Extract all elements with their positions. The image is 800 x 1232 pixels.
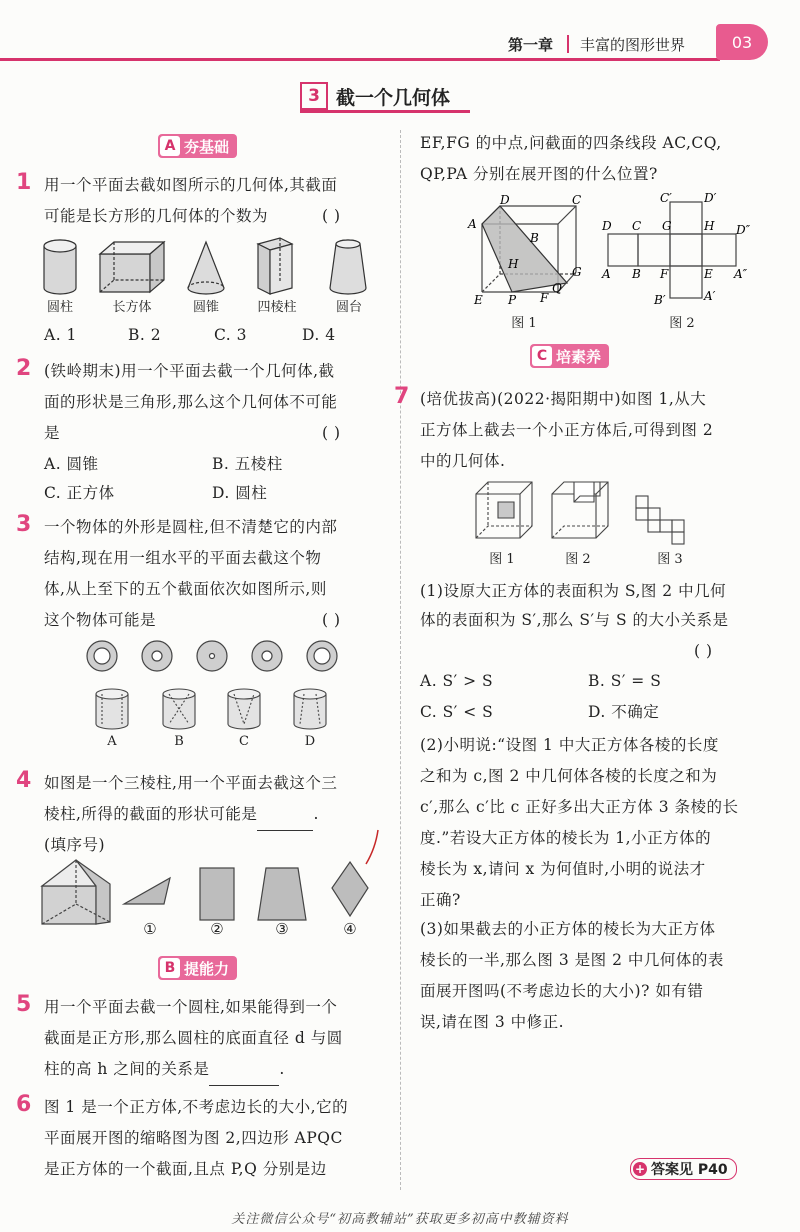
q7-part2-line: c′,那么 c′比 c 正好多出大正方体 3 条棱的长 bbox=[420, 798, 739, 816]
q2-text-line: 是 bbox=[44, 424, 61, 442]
q5-text-line: 截面是正方形,那么圆柱的底面直径 d 与圆 bbox=[44, 1029, 343, 1047]
q7-option-c: C. S′ < S bbox=[420, 703, 494, 721]
q1-text-line: 用一个平面去截如图所示的几何体,其截面 bbox=[44, 176, 338, 194]
figure-caption: 图 1 bbox=[511, 316, 537, 331]
q7-part1-line: 体的表面积为 S′,那么 S′与 S 的大小关系是 bbox=[420, 611, 729, 629]
q2-text-line: (铁岭期末)用一个平面去截一个几何体,截 bbox=[44, 362, 335, 380]
q7-part2-line: 正确? bbox=[420, 891, 461, 909]
q7-part2-line: 棱长为 x,请问 x 为何值时,小明的说法才 bbox=[420, 860, 706, 878]
net-label: B bbox=[632, 267, 641, 281]
option-label: C bbox=[239, 734, 249, 749]
shape-label: 圆锥 bbox=[192, 300, 219, 315]
q7-fig3-net bbox=[636, 496, 684, 544]
cone-shape bbox=[188, 242, 224, 294]
badge-label: 培素养 bbox=[556, 347, 602, 366]
badge-label: 提能力 bbox=[184, 959, 230, 978]
q6-text-line: 是正方体的一个截面,且点 P,Q 分别是边 bbox=[44, 1160, 327, 1178]
header-separator bbox=[567, 35, 569, 53]
q6-text-line: EF,FG 的中点,问截面的四条线段 AC,CQ, bbox=[420, 134, 722, 152]
question-number: 3 bbox=[16, 512, 32, 537]
answer-reference-text: 答案见 P40 bbox=[651, 1162, 728, 1178]
option-label: B bbox=[174, 734, 184, 749]
net-label: A′ bbox=[704, 289, 716, 303]
shape-label: 圆柱 bbox=[46, 300, 73, 315]
vertex-label: P bbox=[508, 293, 517, 307]
vertex-label: F bbox=[540, 291, 549, 305]
frustum-shape bbox=[330, 240, 366, 294]
section-quadrilateral bbox=[482, 206, 567, 292]
q6-text-line: 图 1 是一个正方体,不考虑边长的大小,它的 bbox=[44, 1098, 349, 1116]
vertex-label: C bbox=[572, 193, 582, 207]
net-label: C bbox=[632, 219, 642, 233]
q3-text-line: 这个物体可能是 bbox=[44, 611, 157, 629]
q7-figures bbox=[470, 478, 710, 548]
q7-fig2-solid bbox=[552, 482, 608, 538]
answer-reference[interactable] bbox=[630, 1158, 737, 1180]
q7-answer-paren: ( ) bbox=[694, 642, 713, 660]
q2-option-d: D. 圆柱 bbox=[212, 484, 268, 502]
net-label: C′ bbox=[660, 191, 672, 205]
footer-note: 关注微信公众号“初高教辅站”获取更多初高中教辅资料 bbox=[231, 1212, 569, 1227]
q7-fig1-cube bbox=[476, 482, 532, 538]
quad-prism-shape bbox=[258, 238, 292, 294]
chapter-label: 第一章 bbox=[508, 36, 554, 54]
net-label: D bbox=[602, 219, 612, 233]
q1-option-b: B. 2 bbox=[128, 326, 162, 344]
q7-part3-line: 棱长的一半,那么图 3 是图 2 中几何体的表 bbox=[420, 951, 724, 969]
q6-cube-figure bbox=[460, 194, 590, 309]
vertex-label: Q bbox=[552, 281, 562, 295]
net-label: D′ bbox=[704, 191, 717, 205]
badge-label: 夯基础 bbox=[184, 137, 230, 156]
page-number: 03 bbox=[716, 24, 768, 60]
question-number: 7 bbox=[394, 384, 410, 409]
q4-text-line: 如图是一个三棱柱,用一个平面去截这个三 bbox=[44, 774, 338, 792]
q3-text-line: 体,从上至下的五个截面依次如图所示,则 bbox=[44, 580, 327, 598]
net-label: E bbox=[704, 267, 713, 281]
badge-letter: B bbox=[160, 958, 180, 978]
option-b-cylinder bbox=[163, 689, 195, 729]
q7-part3-line: (3)如果截去的小正方体的棱长为大正方体 bbox=[420, 920, 716, 938]
option-d-cylinder bbox=[294, 689, 326, 729]
net-label: G bbox=[662, 219, 672, 233]
q5-answer-blank[interactable] bbox=[209, 1054, 279, 1086]
vertex-label: D bbox=[500, 193, 510, 207]
q6-net-figure bbox=[600, 191, 760, 309]
plus-icon: + bbox=[634, 1162, 646, 1176]
q7-part2-line: 度.”若设大正方体的棱长为 1,小正方体的 bbox=[420, 829, 712, 847]
shape-label: 四棱柱 bbox=[257, 300, 297, 315]
figure-caption: 图 3 bbox=[657, 552, 683, 567]
vertex-label: G bbox=[572, 265, 582, 279]
q4-text-line: (填序号) bbox=[44, 836, 106, 854]
q7-text-line: 正方体上截去一个小正方体后,可得到图 2 bbox=[420, 421, 714, 439]
shape-label: 长方体 bbox=[112, 300, 152, 315]
section-triangle bbox=[124, 878, 170, 904]
badge-literacy bbox=[530, 344, 609, 368]
triangular-prism bbox=[42, 860, 110, 924]
q1-text-line: 可能是长方形的几何体的个数为 bbox=[44, 207, 269, 225]
q2-text-line: 面的形状是三角形,那么这个几何体不可能 bbox=[44, 393, 338, 411]
section-title-text: 截一个几何体 bbox=[336, 86, 451, 109]
vertex-label: B bbox=[530, 231, 539, 245]
net-label: F bbox=[660, 267, 669, 281]
question-number: 2 bbox=[16, 356, 32, 381]
question-number: 4 bbox=[16, 768, 32, 793]
q7-part2-line: 之和为 c,图 2 中几何体各棱的长度之和为 bbox=[420, 767, 718, 785]
q1-answer-paren: ( ) bbox=[322, 207, 341, 225]
q5-period: . bbox=[279, 1060, 285, 1078]
figure-label: ② bbox=[210, 920, 224, 938]
question-number: 6 bbox=[16, 1092, 32, 1117]
net-label: A″ bbox=[734, 267, 748, 281]
q6-text-line: QP,PA 分别在展开图的什么位置? bbox=[420, 165, 658, 183]
cuboid-shape bbox=[100, 242, 164, 292]
shape-label: 圆台 bbox=[335, 300, 362, 315]
net-label: D″ bbox=[736, 223, 751, 237]
vertex-label: A bbox=[468, 217, 477, 231]
q4-text: 棱柱,所得的截面的形状可能是 bbox=[44, 805, 258, 823]
option-label: A bbox=[107, 734, 117, 749]
q4-period: . bbox=[313, 805, 319, 823]
q7-text-line: 中的几何体. bbox=[420, 452, 506, 470]
figure-caption: 图 2 bbox=[669, 316, 695, 331]
figure-label: ① bbox=[143, 920, 157, 938]
badge-letter: A bbox=[160, 136, 180, 156]
option-label: D bbox=[304, 734, 316, 749]
q2-option-c: C. 正方体 bbox=[44, 484, 115, 502]
section-rhombus bbox=[332, 862, 368, 916]
q7-option-b: B. S′ = S bbox=[588, 672, 662, 690]
option-a-cylinder bbox=[96, 689, 128, 729]
q7-part2-line: (2)小明说:“设图 1 中大正方体各棱的长度 bbox=[420, 736, 719, 754]
q1-option-a: A. 1 bbox=[44, 326, 77, 344]
chapter-title: 丰富的图形世界 bbox=[580, 36, 686, 54]
q1-option-c: C. 3 bbox=[214, 326, 248, 344]
section-title bbox=[300, 82, 450, 110]
q7-part1-line: (1)设原大正方体的表面积为 S,图 2 中几何 bbox=[420, 582, 727, 600]
q5-text-line: 用一个平面去截一个圆柱,如果能得到一个 bbox=[44, 998, 338, 1016]
q7-part3-line: 误,请在图 3 中修正. bbox=[420, 1013, 565, 1031]
vertex-label: H bbox=[508, 257, 519, 271]
badge-letter: C bbox=[532, 346, 552, 366]
badge-ability bbox=[158, 956, 237, 980]
figure-caption: 图 2 bbox=[565, 552, 591, 567]
badge-basic bbox=[158, 134, 237, 158]
q5-text: 柱的高 h 之间的关系是 bbox=[44, 1060, 210, 1078]
q7-text-line: (培优拔高)(2022·揭阳期中)如图 1,从大 bbox=[420, 390, 707, 408]
question-number: 5 bbox=[16, 992, 32, 1017]
q1-option-d: D. 4 bbox=[302, 326, 336, 344]
question-number: 1 bbox=[16, 170, 32, 195]
q2-answer-paren: ( ) bbox=[322, 424, 341, 442]
section-number: 3 bbox=[300, 82, 328, 110]
q3-text-line: 结构,现在用一组水平的平面去截这个物 bbox=[44, 549, 322, 567]
q2-option-a: A. 圆锥 bbox=[44, 455, 99, 473]
q3-text-line: 一个物体的外形是圆柱,但不清楚它的内部 bbox=[44, 518, 338, 536]
figure-label: ③ bbox=[275, 920, 289, 938]
q3-cross-sections-figure bbox=[0, 636, 400, 756]
figure-caption: 图 1 bbox=[489, 552, 515, 567]
net-label: H bbox=[704, 219, 715, 233]
figure-label: ④ bbox=[343, 920, 357, 938]
handwritten-mark bbox=[366, 830, 378, 864]
section-rectangle bbox=[200, 868, 234, 920]
section-trapezoid bbox=[258, 868, 306, 920]
net-label: B′ bbox=[654, 293, 666, 307]
q6-text-line: 平面展开图的缩略图为图 2,四边形 APQC bbox=[44, 1129, 343, 1147]
column-divider bbox=[400, 130, 401, 1190]
q5-text-line bbox=[44, 1054, 285, 1086]
vertex-label: E bbox=[474, 293, 483, 307]
q3-answer-paren: ( ) bbox=[322, 611, 341, 629]
net-label: A bbox=[602, 267, 611, 281]
option-c-cylinder bbox=[228, 689, 260, 729]
q2-option-b: B. 五棱柱 bbox=[212, 455, 283, 473]
q7-part3-line: 面展开图吗(不考虑边长的大小)? 如有错 bbox=[420, 982, 704, 1000]
section-underline bbox=[300, 110, 470, 113]
cylinder-shape bbox=[44, 240, 76, 294]
q7-option-d: D. 不确定 bbox=[588, 703, 660, 721]
q7-option-a: A. S′ > S bbox=[420, 672, 494, 690]
